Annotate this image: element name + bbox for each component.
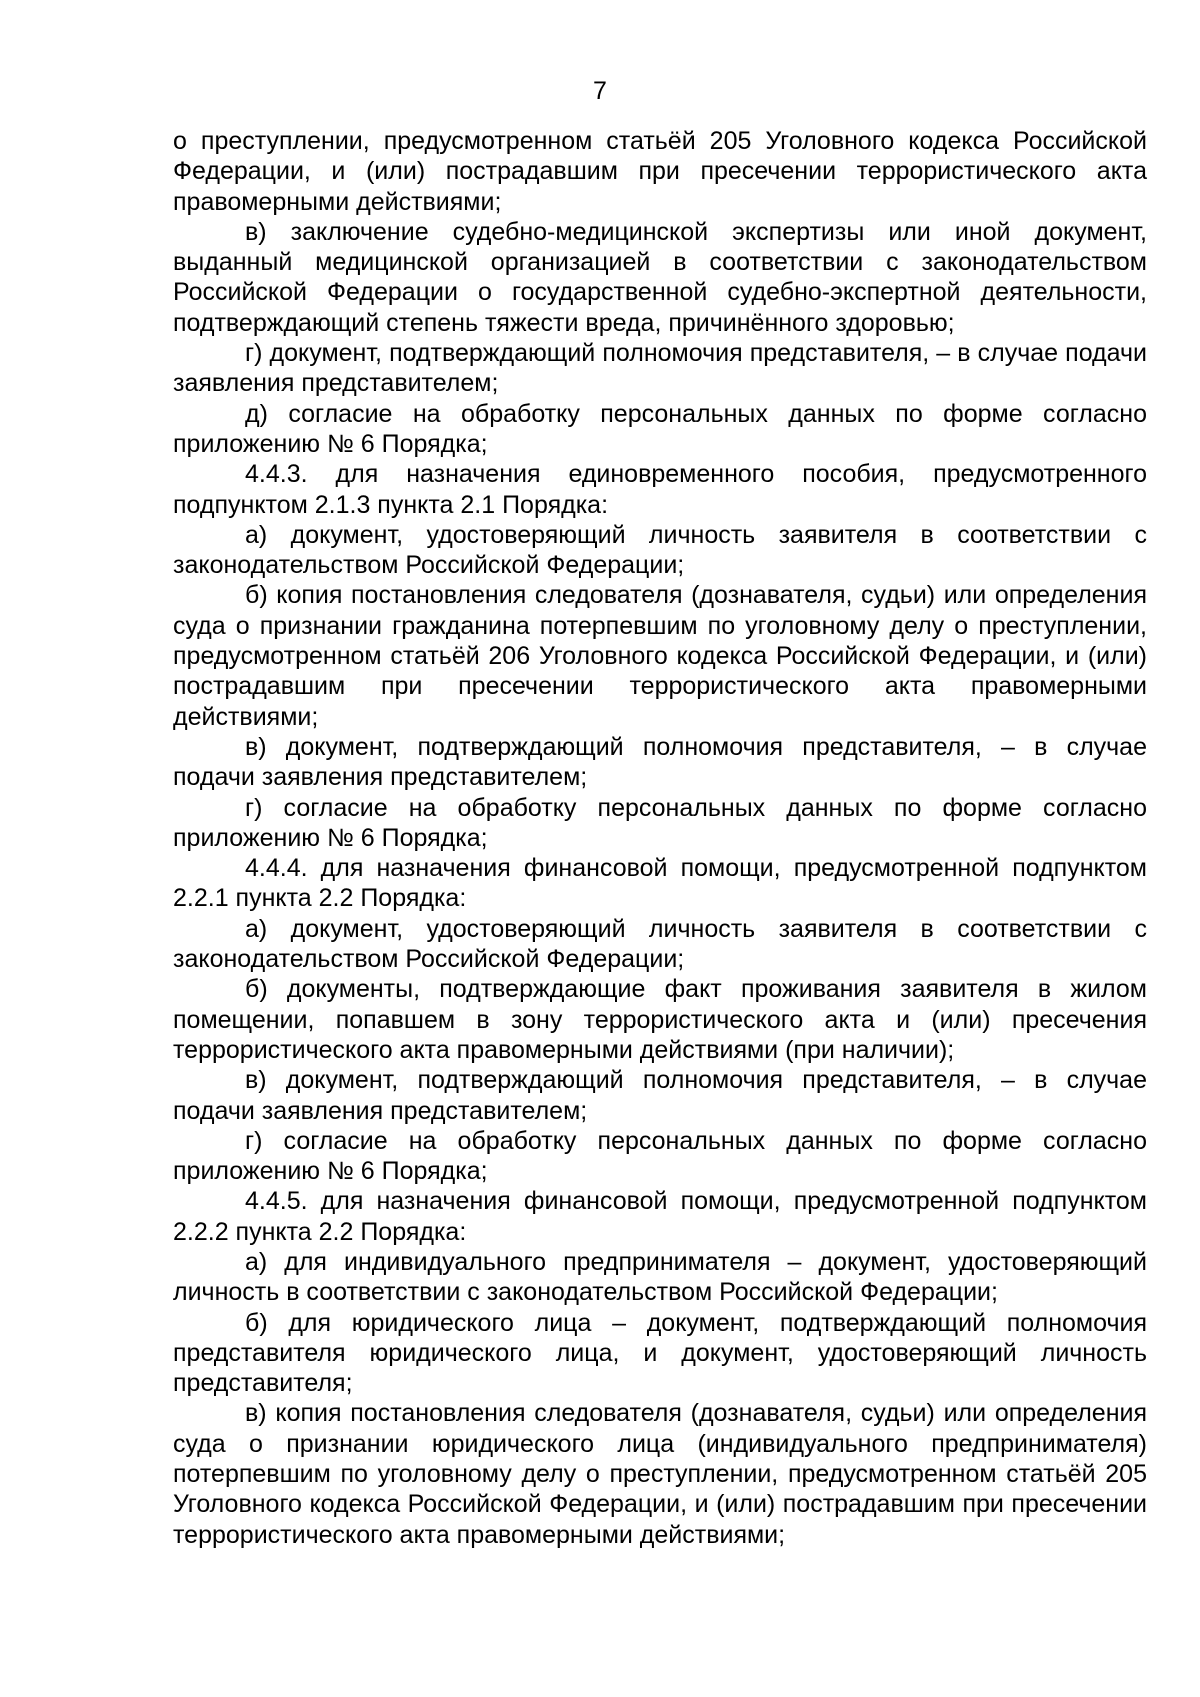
paragraph-item-d-consent: д) согласие на обработку персональных данных по форме согласно приложению № 6 Порядка; (173, 399, 1147, 458)
paragraph-continuation: о преступлении, предусмотренном статьёй 205 Уголовного кодекса Российской Федерации, и (или) пострадавшим при пресечении террористического акта правомерными действиями; (173, 127, 1147, 216)
document-body (173, 126, 1147, 1550)
paragraph-item-v-resolution-copy: в) копия постановления следователя (дознавателя, судьи) или определения суда о признании юридического лица (индивидуального предпринимателя) потерпевшим по уголовному делу о преступлении, предусмотренном статьёй 205 Уголовного кодекса Российской Федерации, и (или) пострадавшим при пресечении террористического акта правомерными действиями; (173, 1399, 1147, 1549)
paragraph-item-a-entrepreneur: а) для индивидуального предпринимателя – документ, удостоверяющий личность в соответствии с законодательством Российской Федерации; (173, 1247, 1147, 1307)
paragraph-item-v-representative: в) документ, подтверждающий полномочия представителя, – в случае подачи заявления представителем; (173, 1066, 1147, 1125)
paragraph-item-g-representative: г) документ, подтверждающий полномочия представителя, – в случае подачи заявления представителем; (173, 339, 1147, 398)
page-number: 7 (593, 77, 607, 105)
paragraph-item-b-legal-entity: б) для юридического лица – документ, подтверждающий полномочия представителя юридического лица, и документ, удостоверяющий личность представителя; (173, 1308, 1147, 1398)
paragraph-section-4-4-5: 4.4.5. для назначения финансовой помощи, предусмотренной подпунктом 2.2.2 пункта 2.2 Порядка: (173, 1187, 1147, 1246)
paragraph-item-b-resolution-copy: б) копия постановления следователя (дознавателя, судьи) или определения суда о признании гражданина потерпевшим по уголовному делу о преступлении, предусмотренном статьёй 206 Уголовного кодекса Российской Федерации, и (или) пострадавшим при пресечении террористического акта правомерными действиями; (173, 581, 1147, 731)
paragraph-item-g-consent: г) согласие на обработку персональных данных по форме согласно приложению № 6 Порядка; (173, 793, 1147, 852)
paragraph-item-a-identity: а) документ, удостоверяющий личность заявителя в соответствии с законодательством Российской Федерации; (173, 914, 1147, 974)
paragraph-section-4-4-4: 4.4.4. для назначения финансовой помощи, предусмотренной подпунктом 2.2.1 пункта 2.2 Порядка: (173, 854, 1147, 913)
paragraph-item-g-consent: г) согласие на обработку персональных данных по форме согласно приложению № 6 Порядка; (173, 1126, 1147, 1186)
paragraph-item-a-identity: а) документ, удостоверяющий личность заявителя в соответствии с законодательством Российской Федерации; (173, 520, 1147, 580)
paragraph-item-b-residence-proof: б) документы, подтверждающие факт проживания заявителя в жилом помещении, попавшем в зону террористического акта и (или) пресечения террористического акта правомерными действиями (при наличии); (173, 975, 1147, 1064)
paragraph-item-v-representative: в) документ, подтверждающий полномочия представителя, – в случае подачи заявления представителем; (173, 732, 1147, 792)
paragraph-section-4-4-3: 4.4.3. для назначения единовременного пособия, предусмотренного подпунктом 2.1.3 пункта 2.1 Порядка: (173, 460, 1147, 519)
paragraph-item-v-expertise: в) заключение судебно-медицинской экспертизы или иной документ, выданный медицинской организацией в соответствии с законодательством Российской Федерации о государственной судебно-экспертной деятельности, подтверждающий степень тяжести вреда, причинённого здоровью; (173, 217, 1147, 337)
